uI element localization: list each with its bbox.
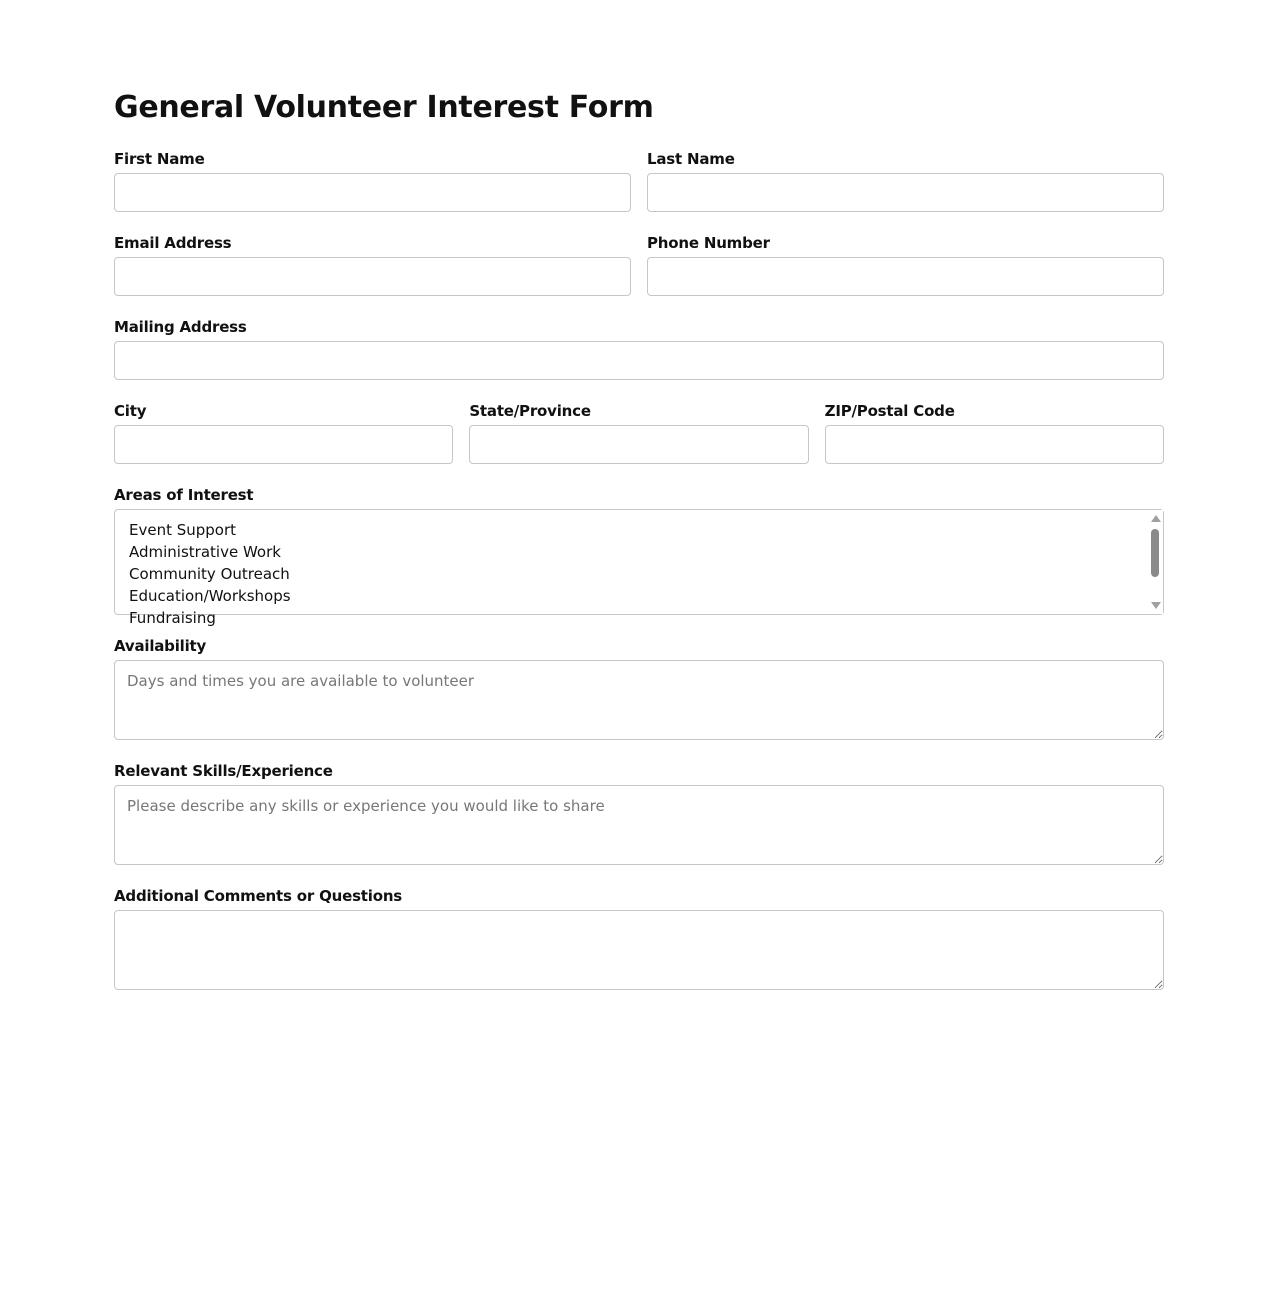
last-name-field-group (647, 150, 1164, 212)
comments-label: Additional Comments or Questions (114, 887, 403, 905)
state-field-group (469, 402, 808, 464)
name-row (114, 150, 1164, 212)
phone-input[interactable] (647, 257, 1164, 296)
availability-label: Availability (114, 637, 207, 655)
contact-row (114, 234, 1164, 296)
scrollbar-thumb[interactable] (1151, 529, 1159, 577)
mailing-address-label: Mailing Address (114, 318, 247, 336)
comments-textarea[interactable] (114, 910, 1164, 990)
city-label: City (114, 402, 147, 420)
scroll-up-arrow-icon[interactable] (1151, 515, 1161, 522)
option-event-support[interactable]: Event Support (129, 521, 237, 539)
option-fundraising[interactable]: Fundraising (129, 609, 216, 627)
location-row (114, 402, 1164, 464)
areas-of-interest-label: Areas of Interest (114, 486, 254, 504)
zip-input[interactable] (825, 425, 1164, 464)
mailing-address-input[interactable] (114, 341, 1164, 380)
email-input[interactable] (114, 257, 631, 296)
skills-textarea[interactable] (114, 785, 1164, 865)
areas-of-interest-field-group (114, 486, 1164, 627)
email-label: Email Address (114, 234, 232, 252)
option-community-outreach[interactable]: Community Outreach (129, 565, 290, 583)
zip-label: ZIP/Postal Code (824, 402, 955, 420)
volunteer-form (114, 88, 1164, 905)
first-name-label: First Name (114, 150, 205, 168)
option-administrative-work[interactable]: Administrative Work (129, 543, 281, 561)
last-name-label: Last Name (647, 150, 735, 168)
zip-field-group (825, 402, 1164, 464)
state-label: State/Province (469, 402, 591, 420)
last-name-input[interactable] (647, 173, 1164, 212)
email-field-group (114, 234, 631, 296)
skills-label: Relevant Skills/Experience (114, 762, 333, 780)
availability-field-group (114, 637, 1164, 740)
option-education-workshops[interactable]: Education/Workshops (129, 587, 291, 605)
options-list (115, 510, 1163, 629)
skills-field-group (114, 762, 1164, 865)
mailing-address-field-group (114, 318, 1164, 380)
page-title: General Volunteer Interest Form (114, 90, 654, 125)
city-field-group (114, 402, 453, 464)
availability-textarea[interactable] (114, 660, 1164, 740)
phone-label: Phone Number (647, 234, 770, 252)
scroll-down-arrow-icon[interactable] (1151, 602, 1161, 609)
state-input[interactable] (469, 425, 808, 464)
listbox-scrollbar[interactable] (1147, 510, 1163, 614)
first-name-input[interactable] (114, 173, 631, 212)
city-input[interactable] (114, 425, 453, 464)
areas-of-interest-listbox[interactable] (114, 509, 1164, 627)
first-name-field-group (114, 150, 631, 212)
comments-field-group (114, 887, 1164, 990)
phone-field-group (647, 234, 1164, 296)
